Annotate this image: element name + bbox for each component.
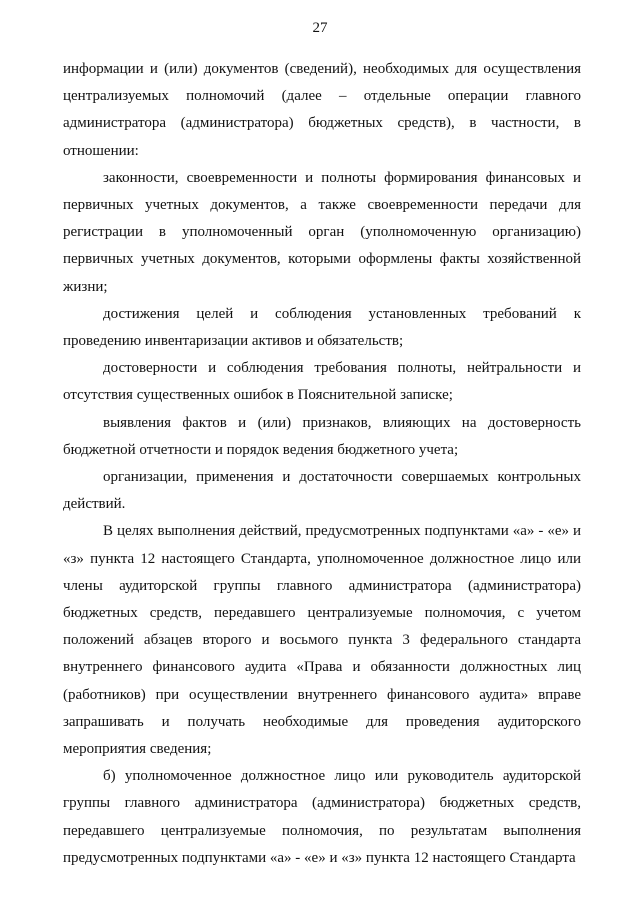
paragraph-reliability: достоверности и соблюдения требования полноты, нейтральности и отсутствия существенных ошибок в Пояснительной записке; — [63, 360, 581, 404]
paragraph-legality: законности, своевременности и полноты формирования финансовых и первичных учетных документов, а также своевременности передачи для регистрации в уполномоченный орган (уполномоченную организацию) первичных учетных документов, которыми оформлены факты хозяйственной жизни; — [63, 169, 581, 295]
paragraph-audit-rights: В целях выполнения действий, предусмотренных подпунктами «а» - «е» и «з» пункта 12 настоящего Стандарта, уполномоченное должностное лицо или члены аудиторской группы главного администратора (администратора) бюджетных средств, передавшего централизуемые полномочия, с учетом положений абзацев второго и восьмого пункта 3 федерального стандарта внутреннего финансового аудита «Права и обязанности должностных лиц (работников) при осуществлении внутреннего финансового аудита» вправе запрашивать и получать необходимые для проведения аудиторского мероприятия сведения; — [63, 523, 581, 758]
paragraph-facts: выявления фактов и (или) признаков, влияющих на достоверность бюджетной отчетности и порядок ведения бюджетного учета; — [63, 414, 581, 458]
document-body — [63, 56, 581, 872]
page-number: 27 — [312, 20, 328, 36]
paragraph-control-actions: организации, применения и достаточности совершаемых контрольных действий. — [63, 469, 581, 513]
paragraph-inventory: достижения целей и соблюдения установленных требований к проведению инвентаризации активов и обязательств; — [63, 305, 581, 350]
paragraph-item-b: б) уполномоченное должностное лицо или руководитель аудиторской группы главного администратора (администратора) бюджетных средств, передавшего централизуемые полномочия, по результатам выполнения предусмотренных подпунктами «а» - «е» и «з» пункта 12 настоящего Стандарта — [63, 768, 581, 866]
paragraph-intro: информации и (или) документов (сведений), необходимых для осуществления централизуемых полномочий (далее – отдельные операции главного администратора (администратора) бюджетных средств), в частности, в отношении: — [63, 61, 581, 159]
